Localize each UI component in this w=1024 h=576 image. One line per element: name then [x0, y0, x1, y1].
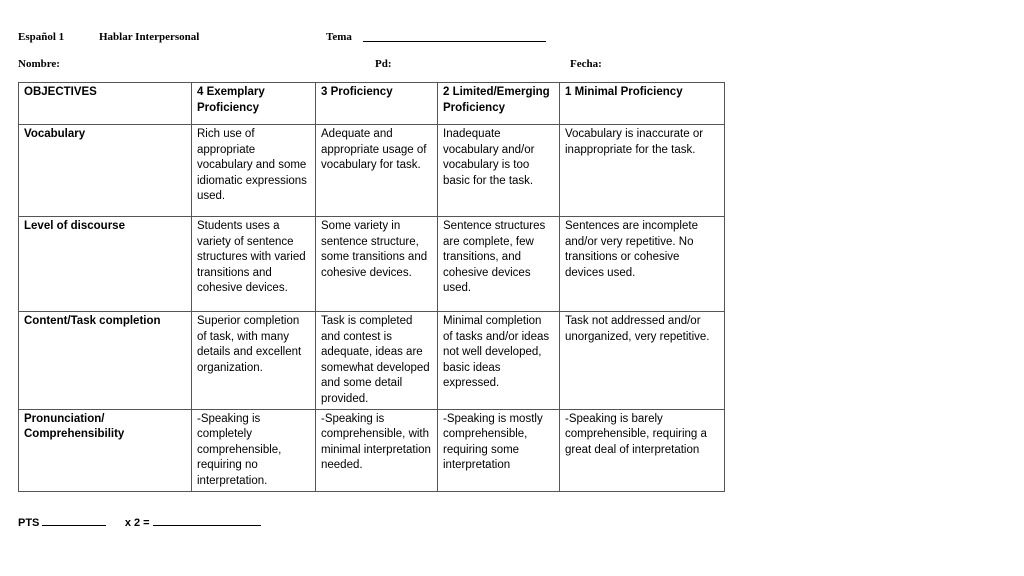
- header-exemplary: 4 Exemplary Proficiency: [192, 83, 316, 125]
- tema-blank[interactable]: [363, 31, 546, 42]
- header-objectives: OBJECTIVES: [19, 83, 192, 125]
- table-cell: Minimal completion of tasks and/or ideas not well developed, basic ideas expressed.: [438, 312, 560, 410]
- table-cell: -Speaking is barely comprehensible, requiring a great deal of interpretation: [560, 409, 725, 491]
- tema-label: Tema: [326, 31, 352, 43]
- table-cell: Some variety in sentence structure, some transitions and cohesive devices.: [316, 217, 438, 312]
- table-cell: Sentence structures are complete, few transitions, and cohesive devices used.: [438, 217, 560, 312]
- pts-blank[interactable]: [42, 516, 106, 526]
- table-cell: Task is completed and contest is adequate, ideas are somewhat developed and some detail provided.: [316, 312, 438, 410]
- objective-pronunciation: Pronunciation/ Comprehensibility: [19, 409, 192, 491]
- multiplier-label: x 2 =: [124, 517, 150, 529]
- pts-label: PTS: [18, 517, 40, 529]
- table-cell: Vocabulary is inaccurate or inappropriate for the task.: [560, 125, 725, 217]
- table-cell: -Speaking is comprehensible, with minimal interpretation needed.: [316, 409, 438, 491]
- header-minimal: 1 Minimal Proficiency: [560, 83, 725, 125]
- table-cell: Students uses a variety of sentence structures with varied transitions and cohesive devices.: [192, 217, 316, 312]
- fecha-label: Fecha:: [570, 58, 602, 70]
- table-cell: -Speaking is mostly comprehensible, requiring some interpretation: [438, 409, 560, 491]
- objective-vocabulary: Vocabulary: [19, 125, 192, 217]
- header-limited: 2 Limited/Emerging Proficiency: [438, 83, 560, 125]
- table-row: [19, 312, 725, 410]
- nombre-label: Nombre:: [18, 58, 60, 70]
- header-proficiency: 3 Proficiency: [316, 83, 438, 125]
- points-line: [18, 516, 261, 529]
- table-cell: Rich use of appropriate vocabulary and some idiomatic expressions used.: [192, 125, 316, 217]
- course-label: Español 1: [18, 31, 65, 43]
- total-blank[interactable]: [153, 516, 261, 526]
- table-cell: Sentences are incomplete and/or very repetitive. No transitions or cohesive devices used.: [560, 217, 725, 312]
- table-cell: -Speaking is completely comprehensible, requiring no interpretation.: [192, 409, 316, 491]
- table-row: [19, 409, 725, 491]
- objective-discourse: Level of discourse: [19, 217, 192, 312]
- table-cell: Task not addressed and/or unorganized, very repetitive.: [560, 312, 725, 410]
- activity-label: Hablar Interpersonal: [99, 31, 200, 43]
- objective-content: Content/Task completion: [19, 312, 192, 410]
- table-cell: Superior completion of task, with many details and excellent organization.: [192, 312, 316, 410]
- rubric-table: [18, 82, 725, 492]
- table-cell: Inadequate vocabulary and/or vocabulary is too basic for the task.: [438, 125, 560, 217]
- table-row: [19, 125, 725, 217]
- pd-label: Pd:: [375, 58, 392, 70]
- table-cell: Adequate and appropriate usage of vocabulary for task.: [316, 125, 438, 217]
- table-row: [19, 217, 725, 312]
- rubric-header-row: [19, 83, 725, 125]
